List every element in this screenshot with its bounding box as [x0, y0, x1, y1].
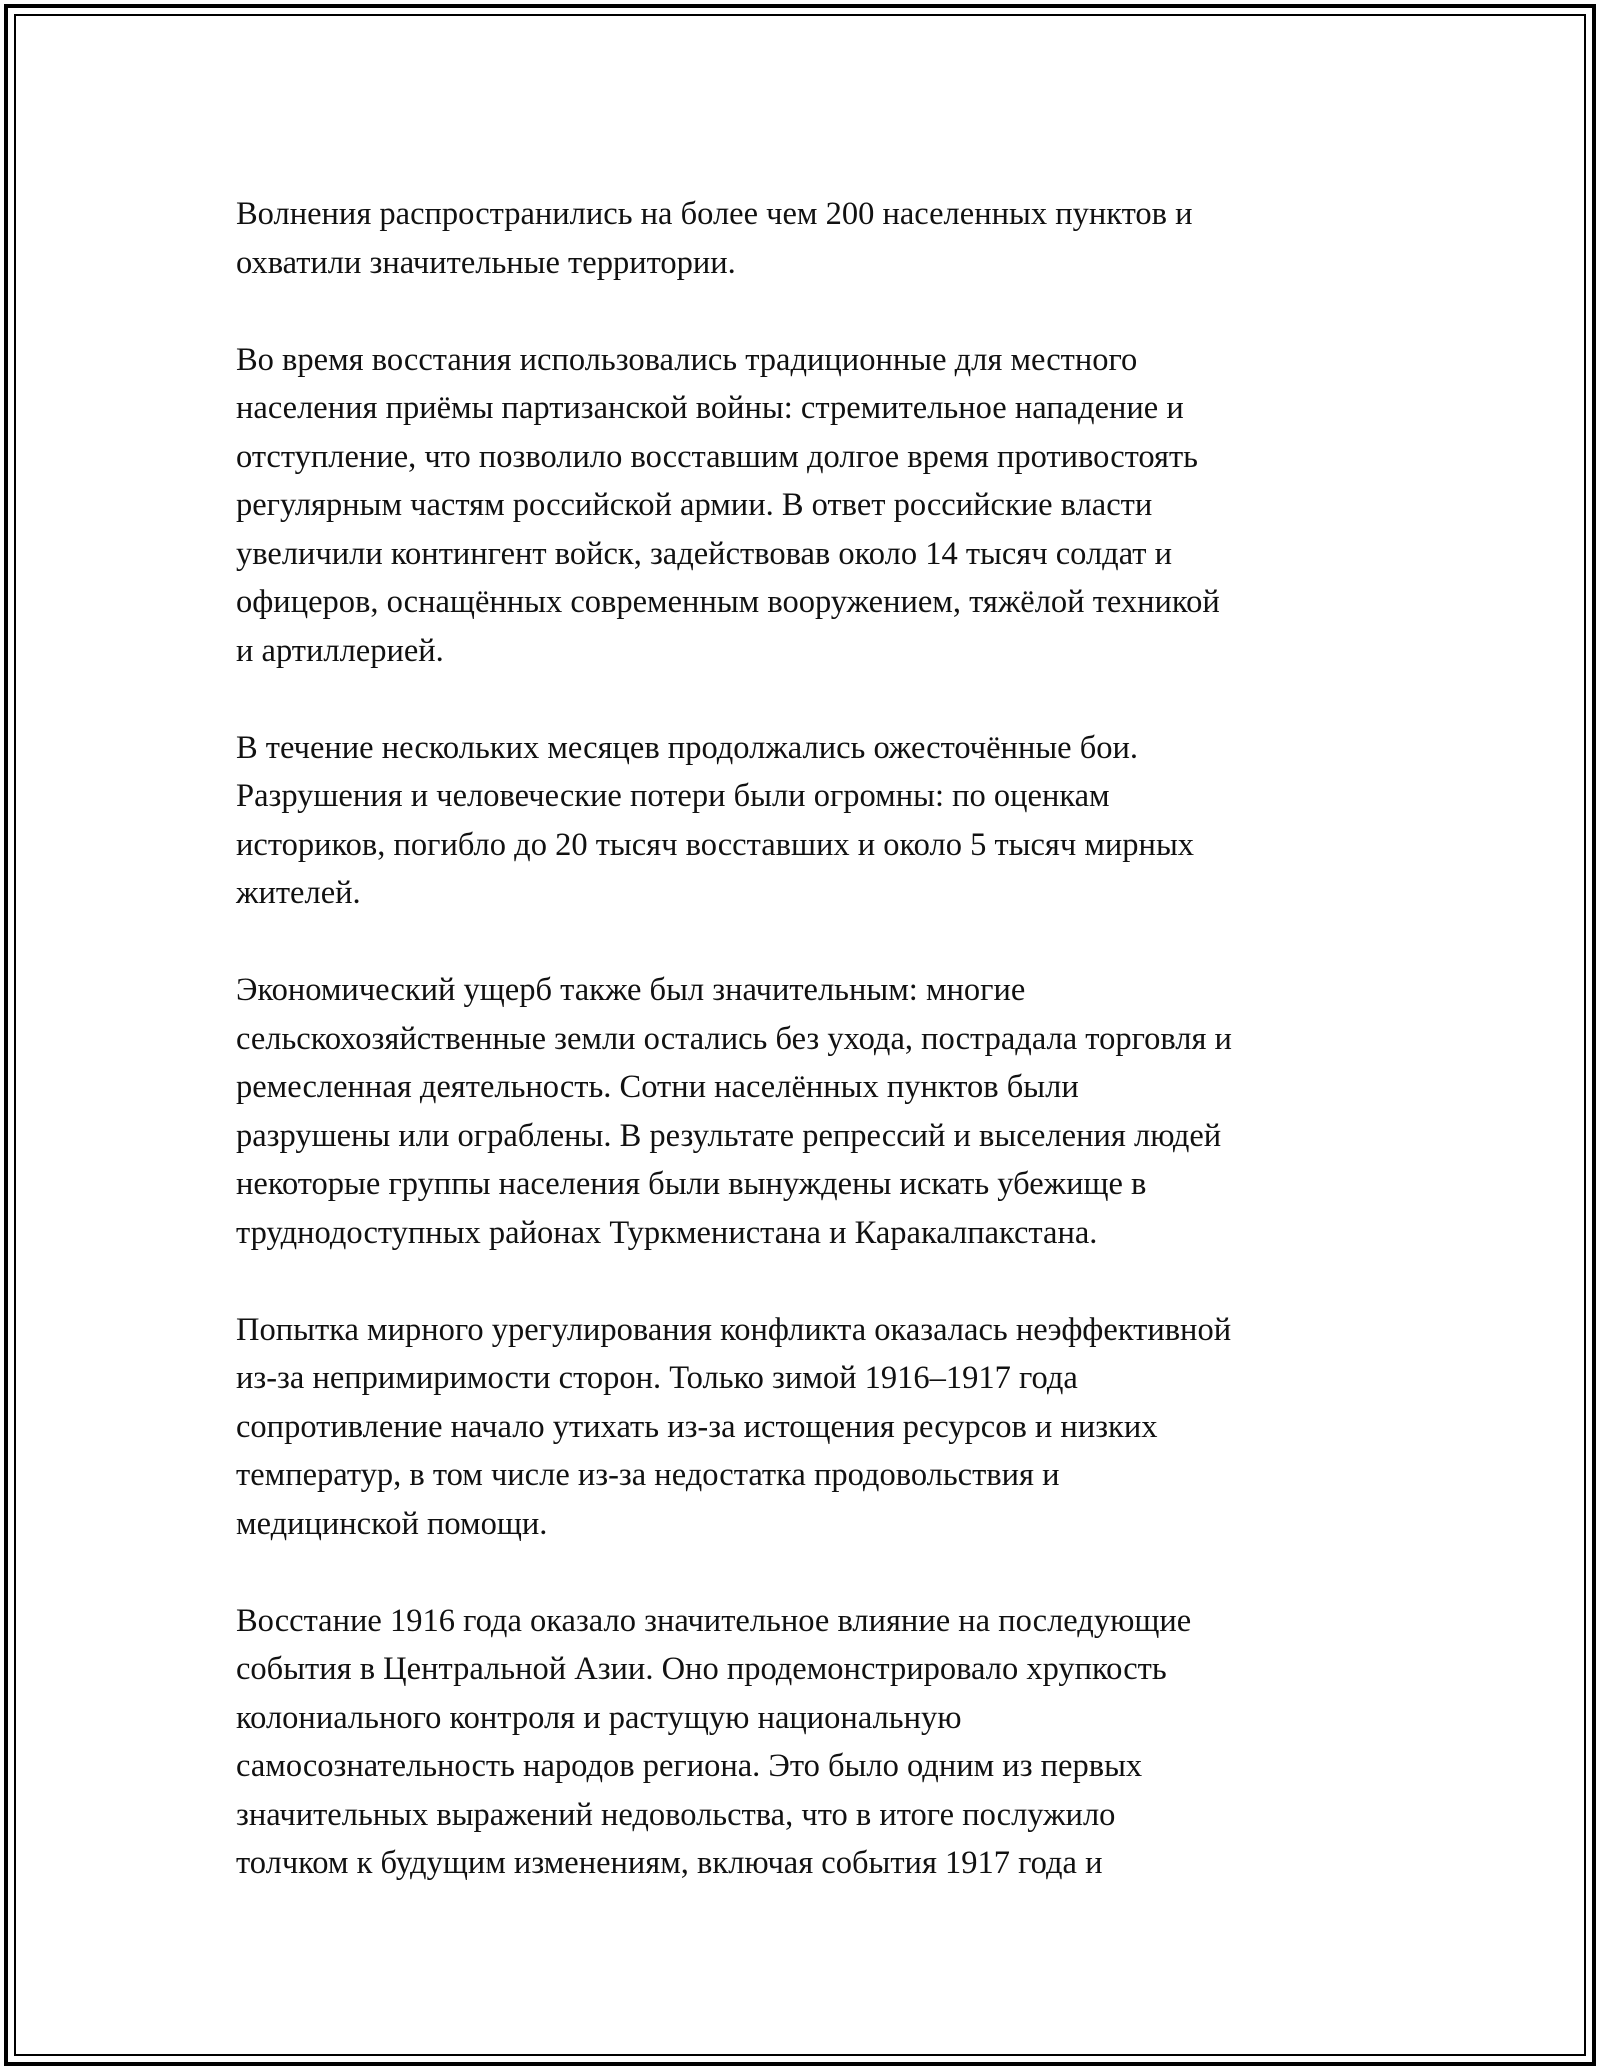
text-line: сопротивление начало утихать из-за истощения ресурсов и низких [236, 1408, 1158, 1445]
text-line: Восстание 1916 года оказало значительное влияние на последующие [236, 1602, 1192, 1639]
text-line: из-за непримиримости сторон. Только зимой 1916–1917 года [236, 1360, 1078, 1396]
text-line: Во время восстания использовались традиционные для местного [236, 341, 1138, 378]
text-line: жителей. [236, 875, 361, 911]
text-line: охватили значительные территории. [236, 244, 736, 281]
paragraph-2 [236, 336, 1396, 676]
text-line: Экономический ущерб также был значительным: многие [236, 972, 1026, 1008]
text-line: разрушены или ограблены. В результате репрессий и выселения людей [236, 1117, 1222, 1154]
text-line: колониального контроля и растущую национальную [236, 1699, 962, 1736]
text-line: историков, погибло до 20 тысяч восставших и около 5 тысяч мирных [236, 826, 1195, 863]
text-line: толчком к будущим изменениям, включая события 1917 года и [236, 1845, 1103, 1881]
text-line: населения приёмы партизанской войны: стремительное нападение и [236, 390, 1184, 426]
text-line: значительных выражений недовольства, что в итоге послужило [236, 1796, 1116, 1833]
paragraph-4 [236, 966, 1396, 1257]
text-line: В течение нескольких месяцев продолжались ожесточённые бои. [236, 729, 1139, 766]
text-line: Попытка мирного урегулирования конфликта оказалась неэффективной [236, 1311, 1232, 1348]
text-line: и артиллерией. [236, 632, 444, 669]
text-line: самосознательность народов региона. Это было одним из первых [236, 1748, 1143, 1784]
text-line: некоторые группы населения были вынуждены искать убежище в [236, 1166, 1147, 1202]
text-line: медицинской помощи. [236, 1505, 548, 1542]
text-line: регулярным частям российской армии. В ответ российские власти [236, 487, 1153, 523]
text-line: Разрушения и человеческие потери были огромны: по оценкам [236, 778, 1110, 814]
text-line: отступление, что позволило восставшим долгое время противостоять [236, 438, 1199, 475]
text-line: офицеров, оснащённых современным вооружением, тяжёлой техникой [236, 584, 1220, 620]
text-line: труднодоступных районах Туркменистана и Каракалпакстана. [236, 1214, 1098, 1251]
text-line: ремесленная деятельность. Сотни населённых пунктов были [236, 1069, 1079, 1105]
text-line: температур, в том числе из-за недостатка продовольствия и [236, 1457, 1060, 1493]
paragraph-3 [236, 724, 1396, 918]
text-line: Волнения распространились на более чем 200 населенных пунктов и [236, 196, 1193, 232]
paragraph-6 [236, 1597, 1396, 1888]
text-line: увеличили контингент войск, задействовав около 14 тысяч солдат и [236, 535, 1173, 572]
text-line: события в Центральной Азии. Оно продемонстрировало хрупкость [236, 1651, 1167, 1687]
paragraph-1 [236, 190, 1396, 287]
document-body [236, 190, 1396, 1936]
text-line: сельскохозяйственные земли остались без ухода, пострадала торговля и [236, 1020, 1232, 1057]
paragraph-5 [236, 1306, 1396, 1549]
